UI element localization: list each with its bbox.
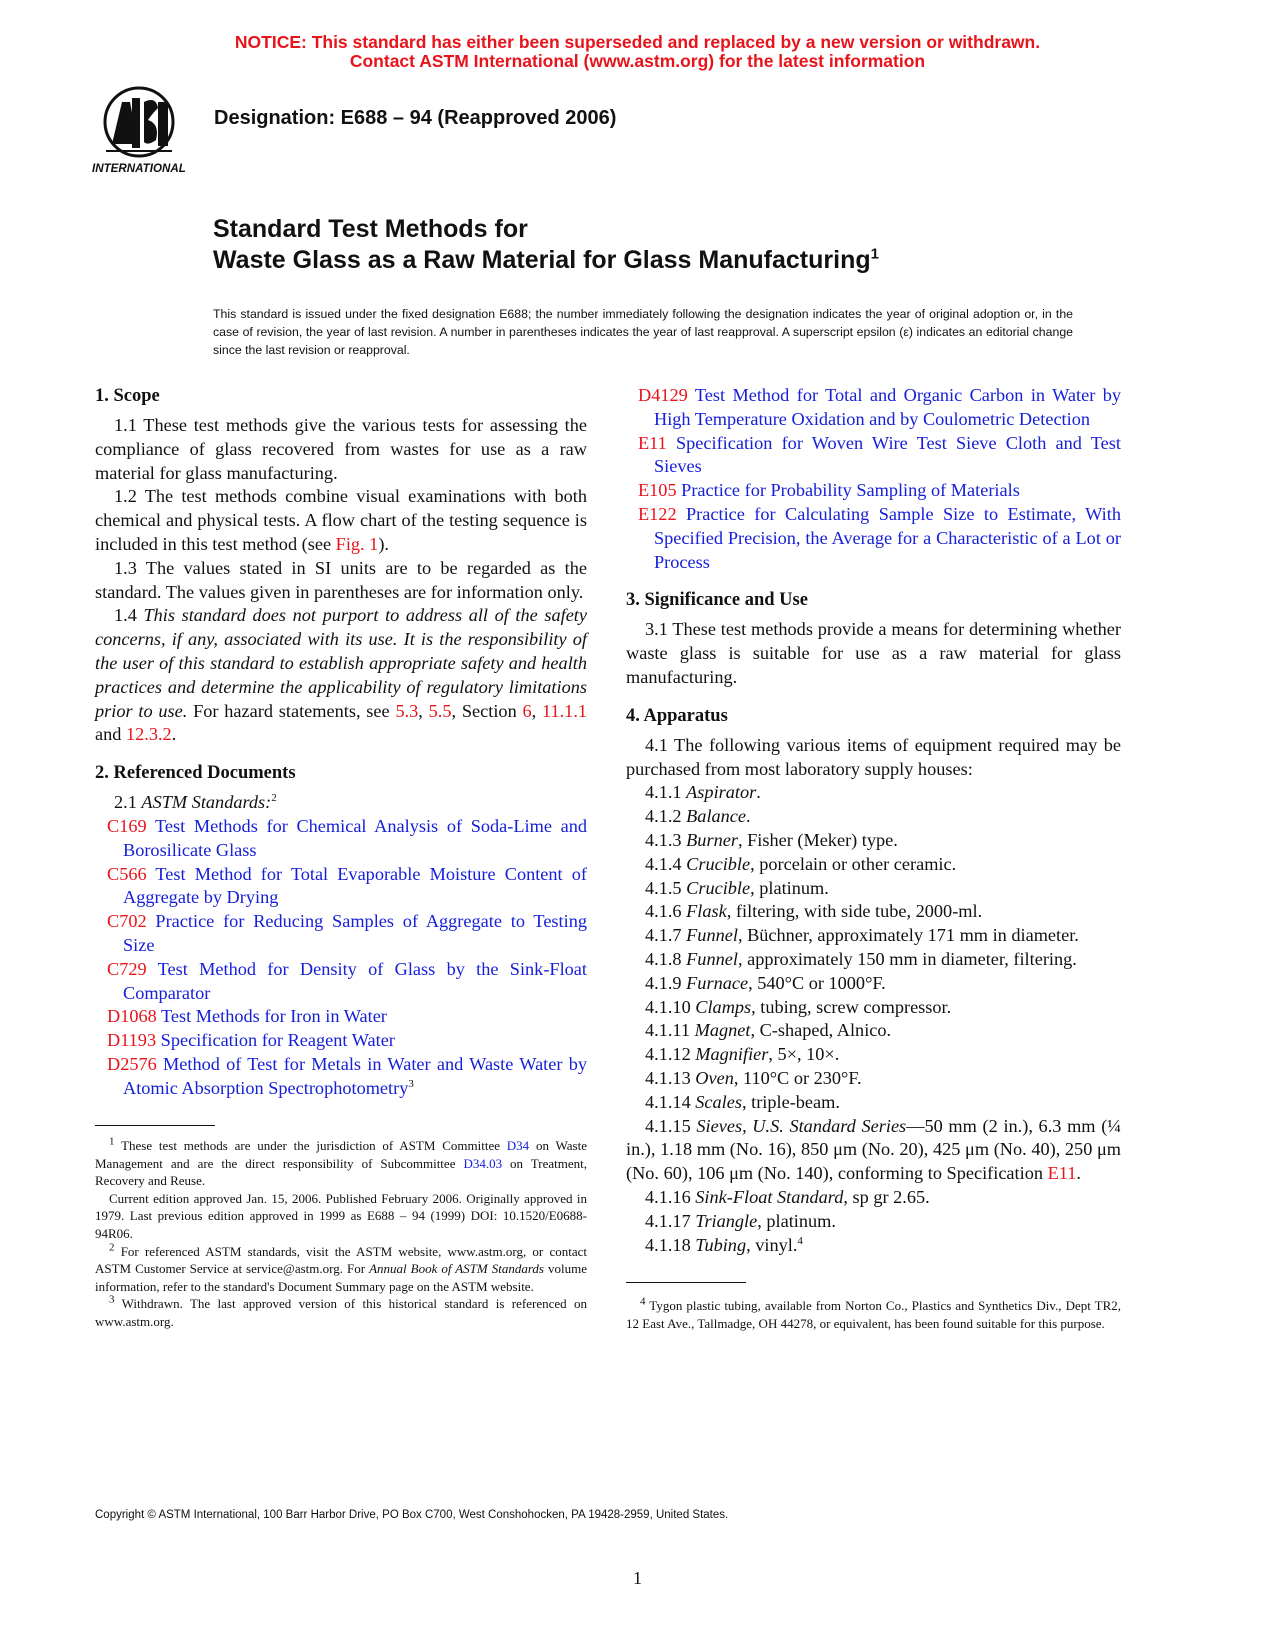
copyright: Copyright © ASTM International, 100 Barr Harbor Drive, PO Box C700, West Conshohocken, PA 19428-2959, United States. xyxy=(95,1509,729,1521)
apparatus-item: 4.1.9 Furnace, 540°C or 1000°F. xyxy=(645,972,886,993)
ref-item[interactable]: D1068 Test Methods for Iron in Water xyxy=(107,1006,387,1027)
apparatus-item: 4.1.8 Funnel, approximately 150 mm in diameter, filtering. xyxy=(645,948,1077,969)
ref-item[interactable]: E122 Practice for Calculating Sample Size to Estimate, With Specified Precision, the Average for a Characteristic of a Lot or Process xyxy=(638,503,1121,572)
apparatus-item: 4.1.16 Sink-Float Standard, sp gr 2.65. xyxy=(645,1186,930,1207)
footnote-3: $^3$ Withdrawn. The last approved version of this historical standard is referenced on www.astm.org. xyxy=(95,1294,587,1329)
para-1-3: 1.3 The values stated in SI units are to be regarded as the standard. The values given in parentheses are for information only. xyxy=(95,557,587,602)
logo-wordmark: INTERNATIONAL xyxy=(92,162,186,175)
para-2-1: 2.1 ASTM Standards:$^2$ xyxy=(114,792,277,813)
apparatus-item: 4.1.2 Balance. xyxy=(645,806,751,827)
title-line-1: Standard Test Methods for xyxy=(213,215,528,243)
notice-line-1: NOTICE: This standard has either been superseded and replaced by a new version or withdrawn. xyxy=(234,32,1041,52)
link-d34-03[interactable]: D34.03 xyxy=(463,1155,503,1171)
apparatus-item: 4.1.6 Flask, filtering, with side tube, 2000-ml. xyxy=(645,901,983,922)
apparatus-item: 4.1.10 Clamps, tubing, screw compressor. xyxy=(645,996,952,1017)
link-5-5[interactable]: 5.5 xyxy=(428,700,452,721)
link-e11[interactable]: E11 xyxy=(1047,1163,1077,1184)
link-5-3[interactable]: 5.3 xyxy=(395,700,419,721)
para-1-1: 1.1 These test methods give the various tests for assessing the compliance of glass recovered from wastes for use as a raw material for glass manufacturing. xyxy=(95,415,587,483)
right-column xyxy=(626,384,1121,1257)
astm-logo-icon xyxy=(92,84,192,180)
footnote-2: $^2$ For referenced ASTM standards, visit the ASTM website, www.astm.org, or contact ASTM Customer Service at service@astm.org. For Annual Book of ASTM Standards volume information, refer to the standard's Document Summary page on the ASTM website. xyxy=(95,1241,588,1294)
apparatus-item: 4.1.1 Aspirator. xyxy=(645,782,761,803)
apparatus-item: 4.1.4 Crucible, porcelain or other ceramic. xyxy=(645,853,957,874)
link-11-1-1[interactable]: 11.1.1 xyxy=(542,700,588,721)
apparatus-item: 4.1.11 Magnet, C-shaped, Alnico. xyxy=(645,1020,892,1041)
apparatus-item: 4.1.5 Crucible, platinum. xyxy=(645,877,829,898)
apparatus-item: 4.1.12 Magnifier, 5×, 10×. xyxy=(645,1044,840,1065)
para-1-2: 1.2 The test methods combine visual examinations with both chemical and physical tests. A flow chart of the testing sequence is included in this test method (see Fig. 1). xyxy=(95,486,587,554)
withdrawn-notice xyxy=(0,33,1275,71)
fig-1-link[interactable]: Fig. 1 xyxy=(335,533,379,554)
ref-item[interactable]: D2576 Method of Test for Metals in Water and Waste Water by Atomic Absorption Spectrophotometry$^3$ xyxy=(107,1053,587,1098)
footnote-1-edition: Current edition approved Jan. 15, 2006. Published February 2006. Originally approved in 1979. Last previous edition approved in 1999 as E688 – 94 (1999) DOI: 10.1520/E0688-94R06. xyxy=(95,1190,587,1241)
link-d34[interactable]: D34 xyxy=(506,1138,530,1153)
apparatus-item: 4.1.14 Scales, triple-beam. xyxy=(645,1091,840,1112)
apparatus-item: 4.1.13 Oven, 110°C or 230°F. xyxy=(645,1067,862,1088)
ref-item[interactable]: C566 Test Method for Total Evaporable Moisture Content of Aggregate by Drying xyxy=(107,863,587,908)
section-3-heading: 3. Significance and Use xyxy=(626,590,808,611)
section-4-heading: 4. Apparatus xyxy=(626,705,728,726)
title-line-2: Waste Glass as a Raw Material for Glass Manufacturing$^1$ xyxy=(213,245,879,274)
ref-item[interactable]: E105 Practice for Probability Sampling of Materials xyxy=(638,480,1020,501)
ref-item[interactable]: D4129 Test Method for Total and Organic Carbon in Water by High Temperature Oxidation and by Coulometric Detection xyxy=(638,385,1121,429)
notice-line-2: Contact ASTM International (www.astm.org) for the latest information xyxy=(349,51,926,71)
referenced-list-right xyxy=(626,384,1121,574)
page-number: 1 xyxy=(633,1568,642,1588)
apparatus-item: 4.1.7 Funnel, Büchner, approximately 171 mm in diameter. xyxy=(645,925,1079,946)
issued-note: This standard is issued under the fixed designation E688; the number immediately following the designation indicates the year of original adoption or, in the case of revision, the year of last revision. A number in parentheses indicates the year of last reapproval. A superscript epsilon (ε) indicates an editorial change since the last revision or reapproval. xyxy=(213,307,1073,357)
footnote-1: $^1$ These test methods are under the jurisdiction of ASTM Committee D34 on Waste Management and are the direct responsibility of Subcommittee D34.03 on Treatment, Recovery and Reuse. xyxy=(95,1135,587,1189)
apparatus-list xyxy=(626,781,1121,1257)
apparatus-item: 4.1.17 Triangle, platinum. xyxy=(645,1210,836,1231)
apparatus-item-sieves: 4.1.15 Sieves, U.S. Standard Series—50 mm (2 in.), 6.3 mm (¼ in.), 1.18 mm (No. 16), 850 μm (No. 20), 425 μm (No. 40), 250 μm (No. 60), 106 μm (No. 140), conforming to Specification E11. xyxy=(626,1115,1121,1184)
footnotes-left xyxy=(95,1137,587,1331)
apparatus-item: 4.1.3 Burner, Fisher (Meker) type. xyxy=(645,829,898,850)
document-title xyxy=(213,214,879,276)
footnote-4: $^4$ Tygon plastic tubing, available from Norton Co., Plastics and Synthetics Div., Dept TR2, 12 East Ave., Tallmadge, OH 44278, or equivalent, has been found suitable for this purpose. xyxy=(626,1295,1121,1331)
footnote-rule-right xyxy=(626,1282,746,1283)
section-1-heading: 1. Scope xyxy=(95,386,160,406)
astm-logo xyxy=(92,84,192,180)
ref-item[interactable]: C169 Test Methods for Chemical Analysis of Soda-Lime and Borosilicate Glass xyxy=(107,815,587,860)
section-2-heading: 2. Referenced Documents xyxy=(95,763,296,784)
apparatus-item-tubing: 4.1.18 Tubing, vinyl.$^4$ xyxy=(645,1234,803,1255)
designation: Designation: E688 – 94 (Reapproved 2006) xyxy=(214,107,617,129)
ref-item[interactable]: E11 Specification for Woven Wire Test Sieve Cloth and Test Sieves xyxy=(638,432,1121,477)
link-12-3-2[interactable]: 12.3.2 xyxy=(125,724,172,745)
footnote-rule-left xyxy=(95,1125,215,1126)
referenced-list-left xyxy=(95,815,587,1101)
link-section-6[interactable]: 6 xyxy=(522,700,532,721)
left-column xyxy=(95,384,587,1101)
para-3-1: 3.1 These test methods provide a means for determining whether waste glass is suitable for use as a raw material for glass manufacturing. xyxy=(626,619,1121,687)
ref-item[interactable]: C702 Practice for Reducing Samples of Aggregate to Testing Size xyxy=(107,911,587,955)
title-footnote-marker[interactable]: 1 xyxy=(870,245,879,263)
footnotes-right xyxy=(626,1297,1121,1332)
para-4-1: 4.1 The following various items of equipment required may be purchased from most laboratory supply houses: xyxy=(626,734,1121,779)
ref-item[interactable]: D1193 Specification for Reagent Water xyxy=(107,1030,395,1051)
ref-item[interactable]: C729 Test Method for Density of Glass by the Sink-Float Comparator xyxy=(107,958,587,1003)
para-1-4: 1.4 This standard does not purport to address all of the safety concerns, if any, associated with its use. It is the responsibility of the user of this standard to establish appropriate safety and health practices and determine the applicability of regulatory limitations prior to use. For hazard statements, see 5.3, 5.5, Section 6, 11.1.1 and 12.3.2. xyxy=(95,605,588,745)
